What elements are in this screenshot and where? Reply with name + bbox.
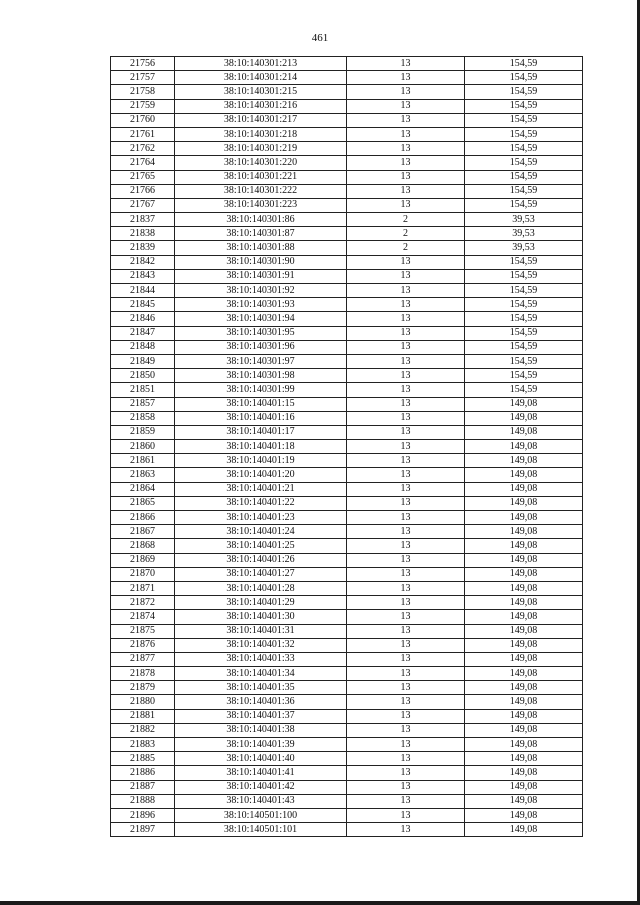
cadastral-number-cell: 38:10:140401:28 <box>175 581 347 595</box>
row-number-cell: 21764 <box>111 156 175 170</box>
value-cell: 149,08 <box>465 808 583 822</box>
value-cell: 149,08 <box>465 496 583 510</box>
cadastral-number-cell: 38:10:140401:16 <box>175 411 347 425</box>
row-number-cell: 21878 <box>111 667 175 681</box>
table-row <box>111 113 583 127</box>
row-number-cell: 21850 <box>111 369 175 383</box>
table-row <box>111 511 583 525</box>
cadastral-number-cell: 38:10:140401:27 <box>175 567 347 581</box>
area-cell: 13 <box>347 255 465 269</box>
value-cell: 154,59 <box>465 198 583 212</box>
row-number-cell: 21882 <box>111 723 175 737</box>
table-row <box>111 610 583 624</box>
cadastral-number-cell: 38:10:140401:18 <box>175 440 347 454</box>
row-number-cell: 21847 <box>111 326 175 340</box>
value-cell: 149,08 <box>465 397 583 411</box>
area-cell: 13 <box>347 113 465 127</box>
value-cell: 149,08 <box>465 567 583 581</box>
cadastral-number-cell: 38:10:140401:33 <box>175 652 347 666</box>
area-cell: 13 <box>347 738 465 752</box>
value-cell: 149,08 <box>465 482 583 496</box>
cadastral-number-cell: 38:10:140401:39 <box>175 738 347 752</box>
cadastral-number-cell: 38:10:140401:35 <box>175 681 347 695</box>
area-cell: 13 <box>347 752 465 766</box>
area-cell: 13 <box>347 369 465 383</box>
table-row <box>111 823 583 837</box>
row-number-cell: 21888 <box>111 794 175 808</box>
value-cell: 39,53 <box>465 241 583 255</box>
table-row <box>111 468 583 482</box>
cadastral-number-cell: 38:10:140401:22 <box>175 496 347 510</box>
cadastral-number-cell: 38:10:140301:97 <box>175 354 347 368</box>
area-cell: 13 <box>347 127 465 141</box>
row-number-cell: 21870 <box>111 567 175 581</box>
value-cell: 149,08 <box>465 596 583 610</box>
cadastral-number-cell: 38:10:140401:17 <box>175 425 347 439</box>
row-number-cell: 21874 <box>111 610 175 624</box>
area-cell: 13 <box>347 298 465 312</box>
value-cell: 149,08 <box>465 723 583 737</box>
value-cell: 149,08 <box>465 539 583 553</box>
row-number-cell: 21767 <box>111 198 175 212</box>
row-number-cell: 21864 <box>111 482 175 496</box>
cadastral-number-cell: 38:10:140301:218 <box>175 127 347 141</box>
value-cell: 154,59 <box>465 99 583 113</box>
cadastral-number-cell: 38:10:140401:41 <box>175 766 347 780</box>
row-number-cell: 21842 <box>111 255 175 269</box>
row-number-cell: 21761 <box>111 127 175 141</box>
cadastral-number-cell: 38:10:140401:21 <box>175 482 347 496</box>
table-row <box>111 638 583 652</box>
value-cell: 154,59 <box>465 340 583 354</box>
table-row <box>111 184 583 198</box>
cadastral-number-cell: 38:10:140301:223 <box>175 198 347 212</box>
area-cell: 13 <box>347 440 465 454</box>
parcel-table <box>110 56 583 837</box>
table-row <box>111 326 583 340</box>
area-cell: 13 <box>347 794 465 808</box>
row-number-cell: 21877 <box>111 652 175 666</box>
cadastral-number-cell: 38:10:140401:15 <box>175 397 347 411</box>
value-cell: 149,08 <box>465 610 583 624</box>
area-cell: 13 <box>347 170 465 184</box>
table-row <box>111 255 583 269</box>
table-row <box>111 766 583 780</box>
value-cell: 149,08 <box>465 709 583 723</box>
table-row <box>111 227 583 241</box>
area-cell: 13 <box>347 454 465 468</box>
table-row <box>111 496 583 510</box>
row-number-cell: 21881 <box>111 709 175 723</box>
page-number: 461 <box>311 32 329 44</box>
cadastral-number-cell: 38:10:140301:96 <box>175 340 347 354</box>
table-row <box>111 397 583 411</box>
cadastral-number-cell: 38:10:140501:101 <box>175 823 347 837</box>
cadastral-number-cell: 38:10:140301:90 <box>175 255 347 269</box>
row-number-cell: 21859 <box>111 425 175 439</box>
table-row <box>111 752 583 766</box>
row-number-cell: 21865 <box>111 496 175 510</box>
row-number-cell: 21886 <box>111 766 175 780</box>
value-cell: 149,08 <box>465 425 583 439</box>
table-row <box>111 312 583 326</box>
area-cell: 13 <box>347 397 465 411</box>
value-cell: 149,08 <box>465 780 583 794</box>
value-cell: 154,59 <box>465 298 583 312</box>
cadastral-number-cell: 38:10:140301:222 <box>175 184 347 198</box>
table-row <box>111 667 583 681</box>
cadastral-number-cell: 38:10:140301:99 <box>175 383 347 397</box>
table-row <box>111 284 583 298</box>
table-row <box>111 596 583 610</box>
table-row <box>111 624 583 638</box>
value-cell: 149,08 <box>465 440 583 454</box>
value-cell: 149,08 <box>465 454 583 468</box>
value-cell: 154,59 <box>465 85 583 99</box>
area-cell: 13 <box>347 525 465 539</box>
area-cell: 13 <box>347 326 465 340</box>
table-row <box>111 298 583 312</box>
table-row <box>111 539 583 553</box>
table-row <box>111 567 583 581</box>
value-cell: 149,08 <box>465 553 583 567</box>
cadastral-number-cell: 38:10:140501:100 <box>175 808 347 822</box>
area-cell: 13 <box>347 269 465 283</box>
row-number-cell: 21871 <box>111 581 175 595</box>
table-row <box>111 269 583 283</box>
area-cell: 13 <box>347 723 465 737</box>
row-number-cell: 21848 <box>111 340 175 354</box>
value-cell: 149,08 <box>465 638 583 652</box>
value-cell: 149,08 <box>465 624 583 638</box>
area-cell: 13 <box>347 57 465 71</box>
cadastral-number-cell: 38:10:140301:94 <box>175 312 347 326</box>
area-cell: 13 <box>347 539 465 553</box>
area-cell: 2 <box>347 213 465 227</box>
cadastral-number-cell: 38:10:140301:93 <box>175 298 347 312</box>
table-row <box>111 808 583 822</box>
row-number-cell: 21838 <box>111 227 175 241</box>
value-cell: 154,59 <box>465 284 583 298</box>
value-cell: 149,08 <box>465 468 583 482</box>
row-number-cell: 21765 <box>111 170 175 184</box>
table-row <box>111 553 583 567</box>
cadastral-number-cell: 38:10:140401:30 <box>175 610 347 624</box>
table-row <box>111 156 583 170</box>
area-cell: 13 <box>347 709 465 723</box>
value-cell: 149,08 <box>465 581 583 595</box>
value-cell: 154,59 <box>465 369 583 383</box>
table-row <box>111 142 583 156</box>
cadastral-number-cell: 38:10:140401:34 <box>175 667 347 681</box>
cadastral-number-cell: 38:10:140301:220 <box>175 156 347 170</box>
row-number-cell: 21868 <box>111 539 175 553</box>
area-cell: 13 <box>347 482 465 496</box>
table-row <box>111 709 583 723</box>
cadastral-number-cell: 38:10:140301:215 <box>175 85 347 99</box>
area-cell: 13 <box>347 312 465 326</box>
table-row <box>111 71 583 85</box>
area-cell: 13 <box>347 411 465 425</box>
row-number-cell: 21759 <box>111 99 175 113</box>
row-number-cell: 21861 <box>111 454 175 468</box>
value-cell: 149,08 <box>465 525 583 539</box>
area-cell: 13 <box>347 198 465 212</box>
value-cell: 39,53 <box>465 213 583 227</box>
cadastral-number-cell: 38:10:140401:40 <box>175 752 347 766</box>
row-number-cell: 21885 <box>111 752 175 766</box>
cadastral-number-cell: 38:10:140301:217 <box>175 113 347 127</box>
table-row <box>111 85 583 99</box>
area-cell: 13 <box>347 823 465 837</box>
value-cell: 154,59 <box>465 312 583 326</box>
value-cell: 149,08 <box>465 667 583 681</box>
area-cell: 13 <box>347 581 465 595</box>
area-cell: 13 <box>347 681 465 695</box>
cadastral-number-cell: 38:10:140401:32 <box>175 638 347 652</box>
row-number-cell: 21869 <box>111 553 175 567</box>
row-number-cell: 21839 <box>111 241 175 255</box>
table-row <box>111 411 583 425</box>
cadastral-number-cell: 38:10:140301:221 <box>175 170 347 184</box>
value-cell: 149,08 <box>465 695 583 709</box>
cadastral-number-cell: 38:10:140301:87 <box>175 227 347 241</box>
cadastral-number-cell: 38:10:140301:213 <box>175 57 347 71</box>
value-cell: 154,59 <box>465 156 583 170</box>
row-number-cell: 21846 <box>111 312 175 326</box>
area-cell: 13 <box>347 780 465 794</box>
table-row <box>111 383 583 397</box>
area-cell: 2 <box>347 241 465 255</box>
cadastral-number-cell: 38:10:140401:38 <box>175 723 347 737</box>
table-row <box>111 241 583 255</box>
cadastral-number-cell: 38:10:140401:43 <box>175 794 347 808</box>
area-cell: 13 <box>347 284 465 298</box>
cadastral-number-cell: 38:10:140301:86 <box>175 213 347 227</box>
row-number-cell: 21875 <box>111 624 175 638</box>
table-row <box>111 482 583 496</box>
area-cell: 13 <box>347 85 465 99</box>
area-cell: 13 <box>347 496 465 510</box>
area-cell: 13 <box>347 99 465 113</box>
value-cell: 149,08 <box>465 681 583 695</box>
table-row <box>111 213 583 227</box>
row-number-cell: 21867 <box>111 525 175 539</box>
value-cell: 149,08 <box>465 738 583 752</box>
area-cell: 13 <box>347 567 465 581</box>
cadastral-number-cell: 38:10:140401:26 <box>175 553 347 567</box>
row-number-cell: 21845 <box>111 298 175 312</box>
cadastral-number-cell: 38:10:140301:214 <box>175 71 347 85</box>
cadastral-number-cell: 38:10:140301:98 <box>175 369 347 383</box>
table-row <box>111 369 583 383</box>
area-cell: 13 <box>347 142 465 156</box>
area-cell: 13 <box>347 71 465 85</box>
value-cell: 149,08 <box>465 652 583 666</box>
table-row <box>111 57 583 71</box>
value-cell: 154,59 <box>465 255 583 269</box>
table-row <box>111 738 583 752</box>
cadastral-number-cell: 38:10:140401:20 <box>175 468 347 482</box>
row-number-cell: 21844 <box>111 284 175 298</box>
area-cell: 13 <box>347 667 465 681</box>
value-cell: 149,08 <box>465 823 583 837</box>
value-cell: 149,08 <box>465 752 583 766</box>
table-row <box>111 198 583 212</box>
scan-edge-bottom <box>0 901 640 905</box>
row-number-cell: 21896 <box>111 808 175 822</box>
area-cell: 13 <box>347 695 465 709</box>
area-cell: 13 <box>347 808 465 822</box>
row-number-cell: 21849 <box>111 354 175 368</box>
area-cell: 13 <box>347 624 465 638</box>
row-number-cell: 21872 <box>111 596 175 610</box>
area-cell: 2 <box>347 227 465 241</box>
row-number-cell: 21880 <box>111 695 175 709</box>
table-row <box>111 794 583 808</box>
row-number-cell: 21837 <box>111 213 175 227</box>
row-number-cell: 21887 <box>111 780 175 794</box>
value-cell: 154,59 <box>465 326 583 340</box>
row-number-cell: 21879 <box>111 681 175 695</box>
cadastral-number-cell: 38:10:140301:92 <box>175 284 347 298</box>
area-cell: 13 <box>347 610 465 624</box>
area-cell: 13 <box>347 340 465 354</box>
row-number-cell: 21760 <box>111 113 175 127</box>
area-cell: 13 <box>347 425 465 439</box>
value-cell: 149,08 <box>465 794 583 808</box>
table-row <box>111 525 583 539</box>
row-number-cell: 21883 <box>111 738 175 752</box>
table-row <box>111 780 583 794</box>
row-number-cell: 21843 <box>111 269 175 283</box>
row-number-cell: 21860 <box>111 440 175 454</box>
row-number-cell: 21863 <box>111 468 175 482</box>
cadastral-number-cell: 38:10:140401:37 <box>175 709 347 723</box>
area-cell: 13 <box>347 638 465 652</box>
row-number-cell: 21762 <box>111 142 175 156</box>
table-row <box>111 354 583 368</box>
area-cell: 13 <box>347 596 465 610</box>
value-cell: 149,08 <box>465 511 583 525</box>
table-row <box>111 723 583 737</box>
cadastral-number-cell: 38:10:140401:19 <box>175 454 347 468</box>
table-row <box>111 170 583 184</box>
row-number-cell: 21897 <box>111 823 175 837</box>
value-cell: 154,59 <box>465 383 583 397</box>
table-row <box>111 681 583 695</box>
row-number-cell: 21858 <box>111 411 175 425</box>
row-number-cell: 21876 <box>111 638 175 652</box>
value-cell: 154,59 <box>465 170 583 184</box>
table-row <box>111 454 583 468</box>
cadastral-number-cell: 38:10:140401:31 <box>175 624 347 638</box>
row-number-cell: 21758 <box>111 85 175 99</box>
row-number-cell: 21766 <box>111 184 175 198</box>
cadastral-number-cell: 38:10:140401:25 <box>175 539 347 553</box>
table-row <box>111 425 583 439</box>
cadastral-number-cell: 38:10:140401:42 <box>175 780 347 794</box>
value-cell: 154,59 <box>465 57 583 71</box>
cadastral-number-cell: 38:10:140301:216 <box>175 99 347 113</box>
row-number-cell: 21757 <box>111 71 175 85</box>
area-cell: 13 <box>347 156 465 170</box>
cadastral-number-cell: 38:10:140401:23 <box>175 511 347 525</box>
area-cell: 13 <box>347 354 465 368</box>
cadastral-number-cell: 38:10:140401:24 <box>175 525 347 539</box>
table-row <box>111 127 583 141</box>
value-cell: 149,08 <box>465 411 583 425</box>
value-cell: 154,59 <box>465 354 583 368</box>
row-number-cell: 21866 <box>111 511 175 525</box>
row-number-cell: 21851 <box>111 383 175 397</box>
area-cell: 13 <box>347 652 465 666</box>
row-number-cell: 21857 <box>111 397 175 411</box>
value-cell: 154,59 <box>465 142 583 156</box>
area-cell: 13 <box>347 468 465 482</box>
row-number-cell: 21756 <box>111 57 175 71</box>
table-body <box>111 57 583 837</box>
cadastral-number-cell: 38:10:140301:91 <box>175 269 347 283</box>
area-cell: 13 <box>347 383 465 397</box>
cadastral-number-cell: 38:10:140301:95 <box>175 326 347 340</box>
table-row <box>111 440 583 454</box>
table-row <box>111 340 583 354</box>
table-row <box>111 581 583 595</box>
value-cell: 154,59 <box>465 269 583 283</box>
area-cell: 13 <box>347 766 465 780</box>
area-cell: 13 <box>347 184 465 198</box>
value-cell: 154,59 <box>465 127 583 141</box>
area-cell: 13 <box>347 553 465 567</box>
cadastral-number-cell: 38:10:140301:88 <box>175 241 347 255</box>
table-row <box>111 99 583 113</box>
value-cell: 154,59 <box>465 71 583 85</box>
cadastral-number-cell: 38:10:140301:219 <box>175 142 347 156</box>
value-cell: 154,59 <box>465 184 583 198</box>
cadastral-number-cell: 38:10:140401:29 <box>175 596 347 610</box>
area-cell: 13 <box>347 511 465 525</box>
table-row <box>111 695 583 709</box>
value-cell: 39,53 <box>465 227 583 241</box>
cadastral-number-cell: 38:10:140401:36 <box>175 695 347 709</box>
table-row <box>111 652 583 666</box>
value-cell: 154,59 <box>465 113 583 127</box>
value-cell: 149,08 <box>465 766 583 780</box>
